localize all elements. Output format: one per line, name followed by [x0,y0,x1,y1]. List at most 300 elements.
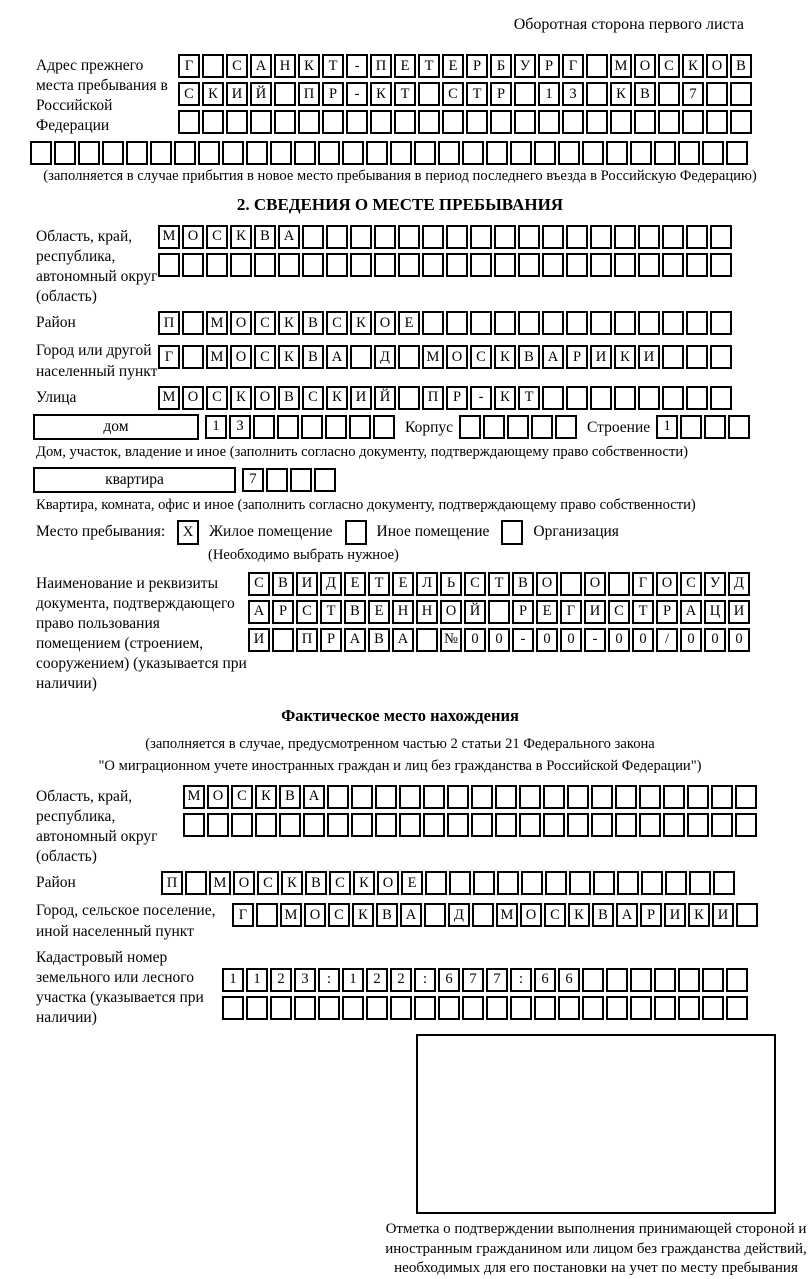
grid-cell[interactable]: А [326,345,348,369]
grid-cell[interactable] [566,253,588,277]
grid-cell[interactable]: Д [320,572,342,596]
grid-cell[interactable] [202,110,224,134]
grid-cell[interactable]: Т [632,600,654,624]
grid-cell[interactable] [658,82,680,106]
grid-cell[interactable] [375,813,397,837]
grid-cell[interactable] [442,110,464,134]
grid-cell[interactable] [519,785,541,809]
grid-cell[interactable] [560,572,582,596]
grid-cell[interactable]: В [368,628,390,652]
grid-cell[interactable] [438,996,460,1020]
grid-cell[interactable]: С [544,903,566,927]
grid-cell[interactable]: О [440,600,462,624]
grid-cell[interactable]: С [254,311,276,335]
grid-cell[interactable] [374,225,396,249]
grid-cell[interactable]: Н [274,54,296,78]
grid-cell[interactable] [710,225,732,249]
grid-cell[interactable] [253,415,275,439]
grid-cell[interactable] [150,141,172,165]
grid-cell[interactable] [462,996,484,1020]
grid-cell[interactable] [682,110,704,134]
grid-cell[interactable] [423,785,445,809]
grid-cell[interactable] [514,110,536,134]
grid-cell[interactable] [711,813,733,837]
apartment-box[interactable]: квартира [33,467,236,493]
grid-cell[interactable] [542,253,564,277]
grid-cell[interactable]: К [281,871,303,895]
grid-cell[interactable]: Ь [440,572,462,596]
grid-cell[interactable]: 7 [486,968,508,992]
grid-cell[interactable]: А [680,600,702,624]
grid-cell[interactable] [294,141,316,165]
grid-cell[interactable]: Н [416,600,438,624]
grid-cell[interactable]: К [352,903,374,927]
grid-cell[interactable]: 6 [438,968,460,992]
grid-cell[interactable] [507,415,529,439]
grid-cell[interactable] [582,968,604,992]
grid-cell[interactable]: С [470,345,492,369]
grid-cell[interactable]: Й [250,82,272,106]
grid-cell[interactable]: К [610,82,632,106]
grid-cell[interactable] [686,225,708,249]
grid-cell[interactable]: В [254,225,276,249]
grid-cell[interactable]: 2 [366,968,388,992]
grid-cell[interactable] [290,468,312,492]
grid-cell[interactable] [662,253,684,277]
grid-cell[interactable] [350,225,372,249]
grid-cell[interactable]: И [728,600,750,624]
grid-cell[interactable]: К [494,345,516,369]
grid-cell[interactable] [686,253,708,277]
grid-cell[interactable] [678,968,700,992]
grid-cell[interactable] [730,82,752,106]
grid-cell[interactable] [518,225,540,249]
grid-cell[interactable]: Б [490,54,512,78]
grid-cell[interactable]: К [230,386,252,410]
grid-cell[interactable]: О [584,572,606,596]
grid-cell[interactable]: Е [401,871,423,895]
grid-cell[interactable]: В [278,386,300,410]
grid-cell[interactable] [543,785,565,809]
grid-cell[interactable]: А [542,345,564,369]
grid-cell[interactable] [254,253,276,277]
grid-cell[interactable] [488,600,510,624]
grid-cell[interactable] [610,110,632,134]
grid-cell[interactable]: - [512,628,534,652]
grid-cell[interactable]: В [512,572,534,596]
grid-cell[interactable]: В [272,572,294,596]
grid-cell[interactable] [486,996,508,1020]
grid-cell[interactable]: О [377,871,399,895]
house-box[interactable]: дом [33,414,199,440]
grid-cell[interactable]: А [278,225,300,249]
grid-cell[interactable] [270,141,292,165]
grid-cell[interactable]: Т [320,600,342,624]
grid-cell[interactable]: П [296,628,318,652]
grid-cell[interactable] [398,253,420,277]
grid-cell[interactable] [226,110,248,134]
grid-cell[interactable] [606,968,628,992]
grid-cell[interactable] [702,968,724,992]
grid-cell[interactable] [206,253,228,277]
grid-cell[interactable] [54,141,76,165]
grid-cell[interactable]: К [202,82,224,106]
grid-cell[interactable]: Е [344,572,366,596]
grid-cell[interactable] [274,82,296,106]
grid-cell[interactable]: 1 [656,415,678,439]
stay-checkbox-org[interactable] [501,520,523,545]
grid-cell[interactable] [446,225,468,249]
grid-cell[interactable] [662,225,684,249]
grid-cell[interactable]: Д [728,572,750,596]
grid-cell[interactable] [446,253,468,277]
grid-cell[interactable]: О [182,225,204,249]
grid-cell[interactable] [614,311,636,335]
grid-cell[interactable] [519,813,541,837]
grid-cell[interactable]: В [302,345,324,369]
grid-cell[interactable] [542,225,564,249]
grid-cell[interactable] [736,903,758,927]
grid-cell[interactable]: Т [368,572,390,596]
grid-cell[interactable] [614,386,636,410]
grid-cell[interactable] [641,871,663,895]
grid-cell[interactable] [606,996,628,1020]
grid-cell[interactable]: Н [392,600,414,624]
grid-cell[interactable]: В [634,82,656,106]
grid-cell[interactable]: К [353,871,375,895]
grid-cell[interactable]: В [344,600,366,624]
grid-cell[interactable]: Е [368,600,390,624]
grid-cell[interactable] [510,996,532,1020]
grid-cell[interactable] [222,141,244,165]
grid-cell[interactable]: К [326,386,348,410]
grid-cell[interactable] [416,628,438,652]
grid-cell[interactable] [350,345,372,369]
grid-cell[interactable] [301,415,323,439]
grid-cell[interactable]: Т [518,386,540,410]
grid-cell[interactable] [462,141,484,165]
grid-cell[interactable]: Р [512,600,534,624]
grid-cell[interactable] [302,225,324,249]
grid-cell[interactable] [274,110,296,134]
grid-cell[interactable] [662,311,684,335]
grid-cell[interactable]: П [370,54,392,78]
grid-cell[interactable] [318,141,340,165]
grid-cell[interactable]: К [298,54,320,78]
grid-cell[interactable]: 2 [270,968,292,992]
grid-cell[interactable]: 0 [632,628,654,652]
grid-cell[interactable] [394,110,416,134]
grid-cell[interactable]: С [608,600,630,624]
grid-cell[interactable]: С [680,572,702,596]
grid-cell[interactable] [586,54,608,78]
grid-cell[interactable] [710,386,732,410]
grid-cell[interactable]: И [590,345,612,369]
grid-cell[interactable] [542,386,564,410]
grid-cell[interactable] [518,311,540,335]
grid-cell[interactable]: 0 [680,628,702,652]
grid-cell[interactable] [710,253,732,277]
grid-cell[interactable] [680,415,702,439]
grid-cell[interactable] [278,253,300,277]
grid-cell[interactable]: М [183,785,205,809]
grid-cell[interactable] [183,813,205,837]
grid-cell[interactable] [521,871,543,895]
grid-cell[interactable] [30,141,52,165]
grid-cell[interactable]: Й [374,386,396,410]
grid-cell[interactable] [158,253,180,277]
grid-cell[interactable] [202,54,224,78]
grid-cell[interactable]: С [206,386,228,410]
grid-cell[interactable]: К [370,82,392,106]
grid-cell[interactable] [569,871,591,895]
grid-cell[interactable] [614,225,636,249]
grid-cell[interactable] [591,813,613,837]
grid-cell[interactable] [447,813,469,837]
grid-cell[interactable]: К [614,345,636,369]
grid-cell[interactable] [483,415,505,439]
grid-cell[interactable] [710,311,732,335]
grid-cell[interactable] [586,110,608,134]
grid-cell[interactable] [302,253,324,277]
grid-cell[interactable]: Д [374,345,396,369]
grid-cell[interactable] [534,996,556,1020]
grid-cell[interactable]: Р [538,54,560,78]
grid-cell[interactable] [630,996,652,1020]
grid-cell[interactable] [711,785,733,809]
grid-cell[interactable] [702,141,724,165]
grid-cell[interactable] [654,141,676,165]
grid-cell[interactable]: О [207,785,229,809]
grid-cell[interactable] [270,996,292,1020]
grid-cell[interactable]: М [496,903,518,927]
grid-cell[interactable] [630,141,652,165]
grid-cell[interactable] [390,141,412,165]
grid-cell[interactable]: М [158,225,180,249]
grid-cell[interactable] [446,311,468,335]
grid-cell[interactable]: К [568,903,590,927]
grid-cell[interactable] [198,141,220,165]
grid-cell[interactable]: С [231,785,253,809]
grid-cell[interactable] [459,415,481,439]
grid-cell[interactable]: : [414,968,436,992]
grid-cell[interactable] [351,813,373,837]
grid-cell[interactable] [702,996,724,1020]
grid-cell[interactable]: Р [566,345,588,369]
grid-cell[interactable] [678,141,700,165]
grid-cell[interactable] [730,110,752,134]
grid-cell[interactable] [686,386,708,410]
grid-cell[interactable] [531,415,553,439]
grid-cell[interactable]: / [656,628,678,652]
grid-cell[interactable] [658,110,680,134]
grid-cell[interactable] [686,311,708,335]
grid-cell[interactable]: Р [320,628,342,652]
grid-cell[interactable]: - [346,54,368,78]
grid-cell[interactable] [370,110,392,134]
grid-cell[interactable]: С [257,871,279,895]
grid-cell[interactable] [566,225,588,249]
grid-cell[interactable] [713,871,735,895]
grid-cell[interactable] [471,785,493,809]
grid-cell[interactable] [314,468,336,492]
grid-cell[interactable]: Т [322,54,344,78]
grid-cell[interactable] [654,996,676,1020]
grid-cell[interactable] [582,141,604,165]
grid-cell[interactable]: О [233,871,255,895]
grid-cell[interactable] [630,968,652,992]
grid-cell[interactable] [494,253,516,277]
grid-cell[interactable]: К [682,54,704,78]
grid-cell[interactable]: А [344,628,366,652]
grid-cell[interactable] [567,785,589,809]
grid-cell[interactable] [566,311,588,335]
grid-cell[interactable] [255,813,277,837]
grid-cell[interactable] [662,345,684,369]
grid-cell[interactable]: 3 [294,968,316,992]
grid-cell[interactable] [704,415,726,439]
grid-cell[interactable] [582,996,604,1020]
grid-cell[interactable] [686,345,708,369]
grid-cell[interactable] [590,253,612,277]
grid-cell[interactable]: - [346,82,368,106]
grid-cell[interactable]: И [638,345,660,369]
grid-cell[interactable]: О [182,386,204,410]
grid-cell[interactable] [373,415,395,439]
grid-cell[interactable] [102,141,124,165]
grid-cell[interactable] [398,386,420,410]
grid-cell[interactable]: И [712,903,734,927]
grid-cell[interactable]: - [584,628,606,652]
grid-cell[interactable] [615,813,637,837]
grid-cell[interactable]: 2 [390,968,412,992]
grid-cell[interactable]: С [442,82,464,106]
grid-cell[interactable] [399,785,421,809]
grid-cell[interactable]: Г [178,54,200,78]
grid-cell[interactable] [182,311,204,335]
grid-cell[interactable]: М [422,345,444,369]
grid-cell[interactable] [185,871,207,895]
grid-cell[interactable]: Е [398,311,420,335]
grid-cell[interactable]: А [303,785,325,809]
grid-cell[interactable] [246,996,268,1020]
grid-cell[interactable]: С [178,82,200,106]
grid-cell[interactable] [470,311,492,335]
grid-cell[interactable] [495,813,517,837]
grid-cell[interactable]: 0 [728,628,750,652]
grid-cell[interactable]: 7 [242,468,264,492]
grid-cell[interactable] [398,345,420,369]
grid-cell[interactable]: Т [418,54,440,78]
grid-cell[interactable] [178,110,200,134]
grid-cell[interactable] [473,871,495,895]
grid-cell[interactable] [735,813,757,837]
grid-cell[interactable]: Т [394,82,416,106]
grid-cell[interactable] [654,968,676,992]
grid-cell[interactable] [662,386,684,410]
grid-cell[interactable]: И [226,82,248,106]
grid-cell[interactable] [615,785,637,809]
grid-cell[interactable]: И [664,903,686,927]
grid-cell[interactable]: С [658,54,680,78]
grid-cell[interactable] [246,141,268,165]
grid-cell[interactable]: Е [536,600,558,624]
grid-cell[interactable]: 6 [534,968,556,992]
grid-cell[interactable] [414,141,436,165]
grid-cell[interactable] [562,110,584,134]
grid-cell[interactable]: Р [640,903,662,927]
grid-cell[interactable] [470,253,492,277]
grid-cell[interactable] [277,415,299,439]
grid-cell[interactable] [542,311,564,335]
grid-cell[interactable] [634,110,656,134]
grid-cell[interactable]: О [374,311,396,335]
grid-cell[interactable] [174,141,196,165]
grid-cell[interactable] [486,141,508,165]
grid-cell[interactable]: 1 [205,415,227,439]
grid-cell[interactable]: С [248,572,270,596]
grid-cell[interactable] [399,813,421,837]
grid-cell[interactable] [230,253,252,277]
grid-cell[interactable] [422,225,444,249]
grid-cell[interactable] [325,415,347,439]
grid-cell[interactable]: О [656,572,678,596]
grid-cell[interactable]: П [161,871,183,895]
grid-cell[interactable]: 3 [562,82,584,106]
grid-cell[interactable]: К [688,903,710,927]
grid-cell[interactable]: У [514,54,536,78]
grid-cell[interactable]: М [280,903,302,927]
grid-cell[interactable]: 0 [488,628,510,652]
grid-cell[interactable]: 0 [464,628,486,652]
grid-cell[interactable] [590,225,612,249]
grid-cell[interactable]: 1 [342,968,364,992]
grid-cell[interactable] [425,871,447,895]
grid-cell[interactable] [678,996,700,1020]
grid-cell[interactable]: В [518,345,540,369]
grid-cell[interactable] [510,141,532,165]
grid-cell[interactable] [494,311,516,335]
grid-cell[interactable]: А [616,903,638,927]
grid-cell[interactable] [279,813,301,837]
grid-cell[interactable]: 1 [246,968,268,992]
grid-cell[interactable]: К [494,386,516,410]
grid-cell[interactable]: Й [464,600,486,624]
grid-cell[interactable]: 0 [608,628,630,652]
grid-cell[interactable] [256,903,278,927]
grid-cell[interactable]: Д [448,903,470,927]
grid-cell[interactable]: Р [272,600,294,624]
grid-cell[interactable] [663,813,685,837]
grid-cell[interactable] [182,345,204,369]
grid-cell[interactable] [471,813,493,837]
grid-cell[interactable] [518,253,540,277]
grid-cell[interactable] [470,225,492,249]
grid-cell[interactable] [614,253,636,277]
grid-cell[interactable]: А [400,903,422,927]
grid-cell[interactable] [687,785,709,809]
grid-cell[interactable] [591,785,613,809]
grid-cell[interactable] [422,311,444,335]
grid-cell[interactable] [327,785,349,809]
grid-cell[interactable] [126,141,148,165]
grid-cell[interactable] [663,785,685,809]
grid-cell[interactable] [638,386,660,410]
grid-cell[interactable] [638,253,660,277]
grid-cell[interactable] [418,110,440,134]
grid-cell[interactable] [398,225,420,249]
grid-cell[interactable]: С [296,600,318,624]
